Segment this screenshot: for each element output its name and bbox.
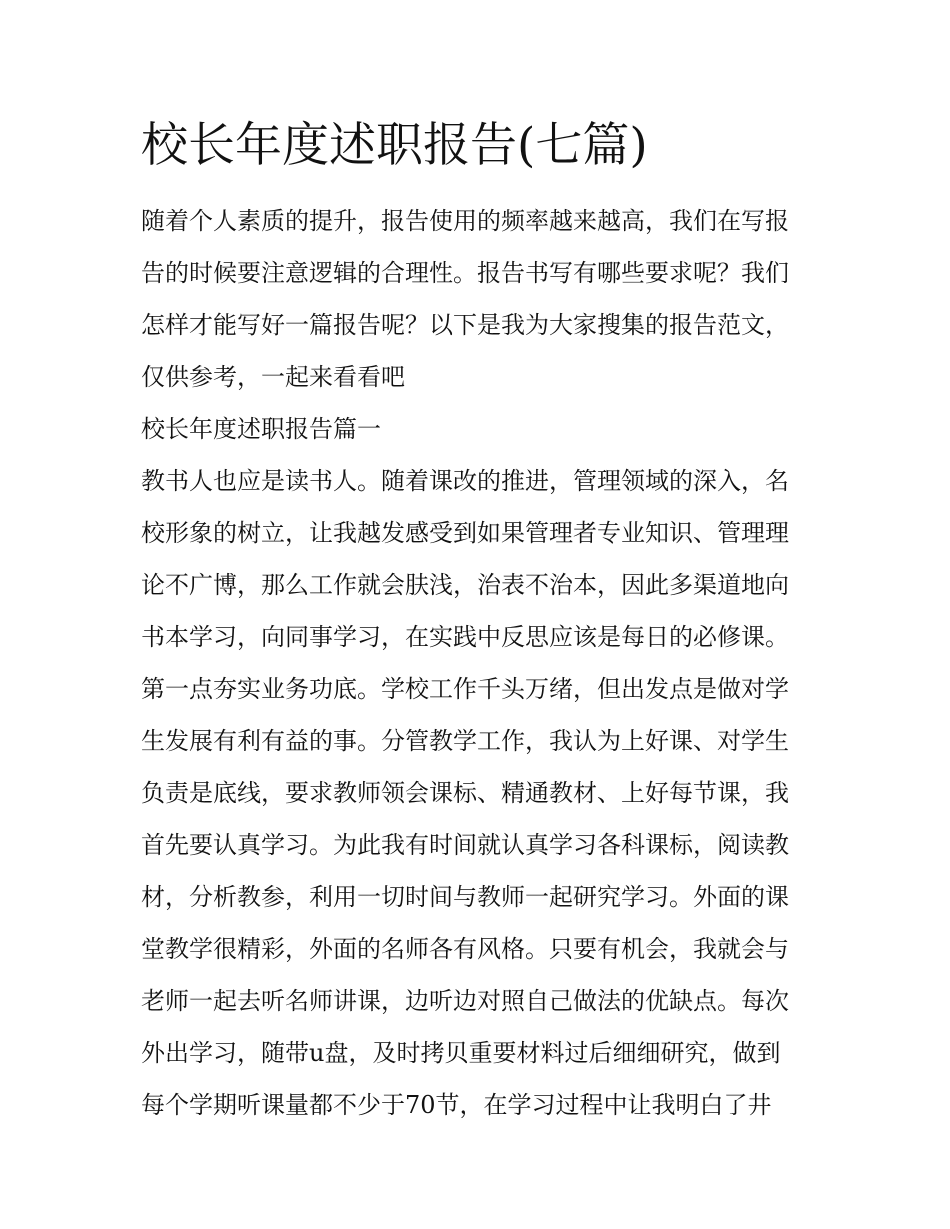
- body-line: 材，分析教参，利用一切时间与教师一起研究学习。外面的课: [141, 883, 789, 911]
- body-line: 校形象的树立，让我越发感受到如果管理者专业知识、管理理: [141, 519, 789, 547]
- document-title: 校长年度述职报告(七篇): [141, 118, 648, 173]
- body-line: 负责是底线，要求教师领会课标、精通教材、上好每节课，我: [141, 779, 789, 807]
- body-line: 书本学习，向同事学习，在实践中反思应该是每日的必修课。: [141, 623, 789, 651]
- body-line: 第一点夯实业务功底。学校工作千头万绪，但出发点是做对学: [141, 675, 789, 703]
- intro-line: 怎样才能写好一篇报告呢？以下是我为大家搜集的报告范文，: [141, 311, 789, 339]
- body-line: 老师一起去听名师讲课，边听边对照自己做法的优缺点。每次: [141, 987, 789, 1015]
- body-line: 外出学习，随带u盘，及时拷贝重要材料过后细细研究，做到: [141, 1039, 781, 1067]
- body-line: 每个学期听课量都不少于70节，在学习过程中让我明白了井: [141, 1091, 772, 1119]
- section-heading: 校长年度述职报告篇一: [141, 415, 381, 443]
- body-line: 教书人也应是读书人。随着课改的推进，管理领域的深入，名: [141, 467, 789, 495]
- body-line: 首先要认真学习。为此我有时间就认真学习各科课标，阅读教: [141, 831, 789, 859]
- intro-line: 仅供参考，一起来看看吧: [141, 363, 405, 391]
- body-line: 堂教学很精彩，外面的名师各有风格。只要有机会，我就会与: [141, 935, 789, 963]
- body-line: 论不广博，那么工作就会肤浅，治表不治本，因此多渠道地向: [141, 571, 789, 599]
- intro-line: 随着个人素质的提升，报告使用的频率越来越高，我们在写报: [141, 207, 789, 235]
- document-body: [141, 112, 813, 1131]
- intro-line: 告的时候要注意逻辑的合理性。报告书写有哪些要求呢？我们: [141, 259, 789, 287]
- body-line: 生发展有利有益的事。分管教学工作，我认为上好课、对学生: [141, 727, 789, 755]
